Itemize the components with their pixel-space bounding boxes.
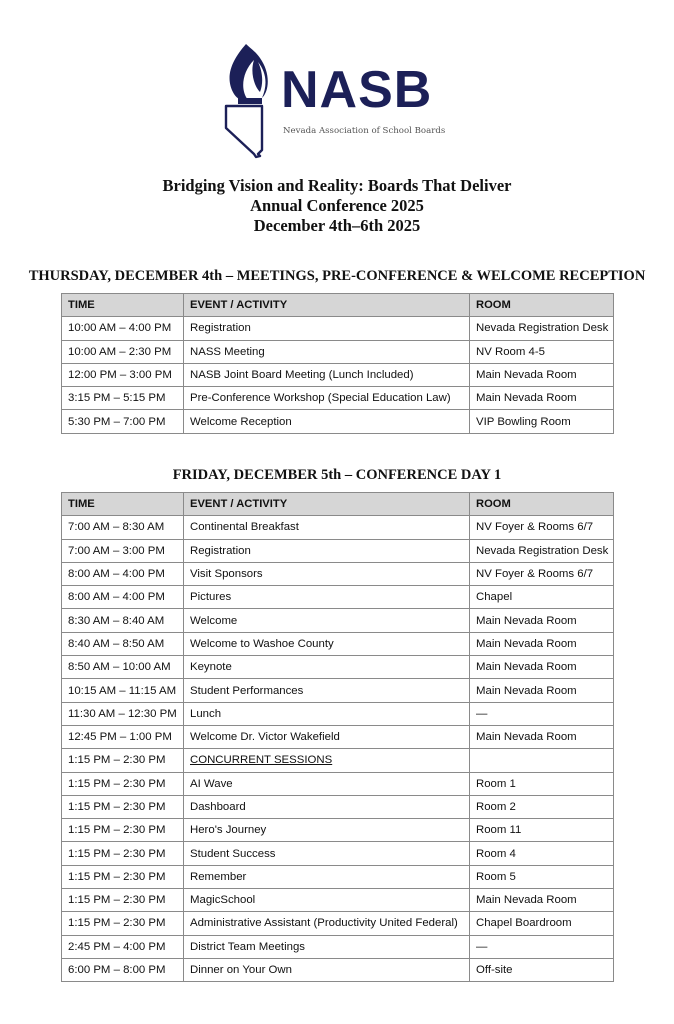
event-cell: Registration [184,539,470,562]
event-cell: Hero's Journey [184,819,470,842]
table-row [62,363,614,386]
table-row [62,632,614,655]
room-cell: NV Foyer & Rooms 6/7 [470,562,614,585]
time-cell: 11:30 AM – 12:30 PM [62,702,184,725]
event-cell: Keynote [184,656,470,679]
room-cell: NV Room 4-5 [470,340,614,363]
friday-schedule-table [61,492,614,982]
event-cell: Dashboard [184,795,470,818]
room-cell: Room 2 [470,795,614,818]
table-row [62,410,614,433]
room-cell: Main Nevada Room [470,656,614,679]
time-cell: 8:50 AM – 10:00 AM [62,656,184,679]
time-cell: 6:00 PM – 8:00 PM [62,958,184,981]
table-row [62,516,614,539]
thursday-schedule-table [61,293,614,434]
room-cell: Chapel [470,586,614,609]
room-cell: Main Nevada Room [470,609,614,632]
table-row [62,609,614,632]
event-cell: Student Performances [184,679,470,702]
column-header-room: ROOM [470,294,614,317]
time-cell: 10:00 AM – 4:00 PM [62,317,184,340]
room-cell: Off-site [470,958,614,981]
room-cell [470,749,614,772]
room-cell: Room 1 [470,772,614,795]
time-cell: 1:15 PM – 2:30 PM [62,912,184,935]
room-cell: Room 11 [470,819,614,842]
event-cell: NASB Joint Board Meeting (Lunch Included) [184,363,470,386]
room-cell: NV Foyer & Rooms 6/7 [470,516,614,539]
event-cell: Remember [184,865,470,888]
time-cell: 1:15 PM – 2:30 PM [62,772,184,795]
room-cell: Main Nevada Room [470,679,614,702]
event-cell: Welcome Dr. Victor Wakefield [184,725,470,748]
torch-nevada-icon [224,42,280,160]
table-row [62,795,614,818]
conference-title: Bridging Vision and Reality: Boards That Deliver [162,176,512,195]
time-cell: 10:15 AM – 11:15 AM [62,679,184,702]
time-cell: 5:30 PM – 7:00 PM [62,410,184,433]
room-cell: Chapel Boardroom [470,912,614,935]
room-cell: Main Nevada Room [470,725,614,748]
time-cell: 10:00 AM – 2:30 PM [62,340,184,363]
time-cell: 1:15 PM – 2:30 PM [62,795,184,818]
table-row [62,679,614,702]
time-cell: 12:00 PM – 3:00 PM [62,363,184,386]
time-cell: 7:00 AM – 8:30 AM [62,516,184,539]
event-cell: AI Wave [184,772,470,795]
table-header-row [62,294,614,317]
room-cell: Room 5 [470,865,614,888]
table-row [62,340,614,363]
event-cell: Visit Sponsors [184,562,470,585]
time-cell: 1:15 PM – 2:30 PM [62,889,184,912]
time-cell: 12:45 PM – 1:00 PM [62,725,184,748]
table-row [62,935,614,958]
table-row [62,819,614,842]
table-row [62,702,614,725]
table-row [62,865,614,888]
time-cell: 1:15 PM – 2:30 PM [62,865,184,888]
event-cell: NASS Meeting [184,340,470,363]
room-cell: — [470,702,614,725]
event-cell: Pictures [184,586,470,609]
room-cell: Room 4 [470,842,614,865]
time-cell: 1:15 PM – 2:30 PM [62,842,184,865]
table-row [62,656,614,679]
event-cell: Welcome [184,609,470,632]
table-row [62,539,614,562]
table-header-row [62,493,614,516]
event-cell: Administrative Assistant (Productivity United Federal) [184,912,470,935]
event-cell: Continental Breakfast [184,516,470,539]
logo-full-name: Nevada Association of School Boards [283,126,446,136]
event-cell: MagicSchool [184,889,470,912]
event-cell: Welcome Reception [184,410,470,433]
table-row [62,958,614,981]
event-cell: Registration [184,317,470,340]
event-cell: Student Success [184,842,470,865]
time-cell: 3:15 PM – 5:15 PM [62,387,184,410]
column-header-room: ROOM [470,493,614,516]
event-cell: Pre-Conference Workshop (Special Education Law) [184,387,470,410]
friday-heading: FRIDAY, DECEMBER 5th – CONFERENCE DAY 1 [172,467,502,483]
time-cell: 1:15 PM – 2:30 PM [62,749,184,772]
document-header [0,176,674,236]
column-header-time: TIME [62,493,184,516]
table-row [62,586,614,609]
room-cell: — [470,935,614,958]
thursday-heading: THURSDAY, DECEMBER 4th – MEETINGS, PRE-CONFERENCE & WELCOME RECEPTION [28,268,646,284]
room-cell: Main Nevada Room [470,387,614,410]
nasb-logo [224,42,454,160]
conference-dates: December 4th–6th 2025 [253,216,421,235]
event-cell: Welcome to Washoe County [184,632,470,655]
event-cell: CONCURRENT SESSIONS [184,749,470,772]
column-header-event: EVENT / ACTIVITY [184,493,470,516]
room-cell: Main Nevada Room [470,363,614,386]
logo-acronym: NASB [281,61,433,119]
time-cell: 7:00 AM – 3:00 PM [62,539,184,562]
column-header-event: EVENT / ACTIVITY [184,294,470,317]
conference-subtitle: Annual Conference 2025 [250,196,424,215]
room-cell: Nevada Registration Desk [470,539,614,562]
table-row [62,317,614,340]
table-row [62,889,614,912]
table-row [62,387,614,410]
column-header-time: TIME [62,294,184,317]
time-cell: 2:45 PM – 4:00 PM [62,935,184,958]
table-row [62,842,614,865]
table-row [62,772,614,795]
time-cell: 8:40 AM – 8:50 AM [62,632,184,655]
event-cell: Lunch [184,702,470,725]
time-cell: 8:30 AM – 8:40 AM [62,609,184,632]
event-cell: Dinner on Your Own [184,958,470,981]
room-cell: Nevada Registration Desk [470,317,614,340]
table-row [62,725,614,748]
table-row [62,562,614,585]
time-cell: 8:00 AM – 4:00 PM [62,562,184,585]
table-row [62,912,614,935]
time-cell: 1:15 PM – 2:30 PM [62,819,184,842]
room-cell: Main Nevada Room [470,889,614,912]
room-cell: Main Nevada Room [470,632,614,655]
time-cell: 8:00 AM – 4:00 PM [62,586,184,609]
event-cell: District Team Meetings [184,935,470,958]
room-cell: VIP Bowling Room [470,410,614,433]
table-row [62,749,614,772]
